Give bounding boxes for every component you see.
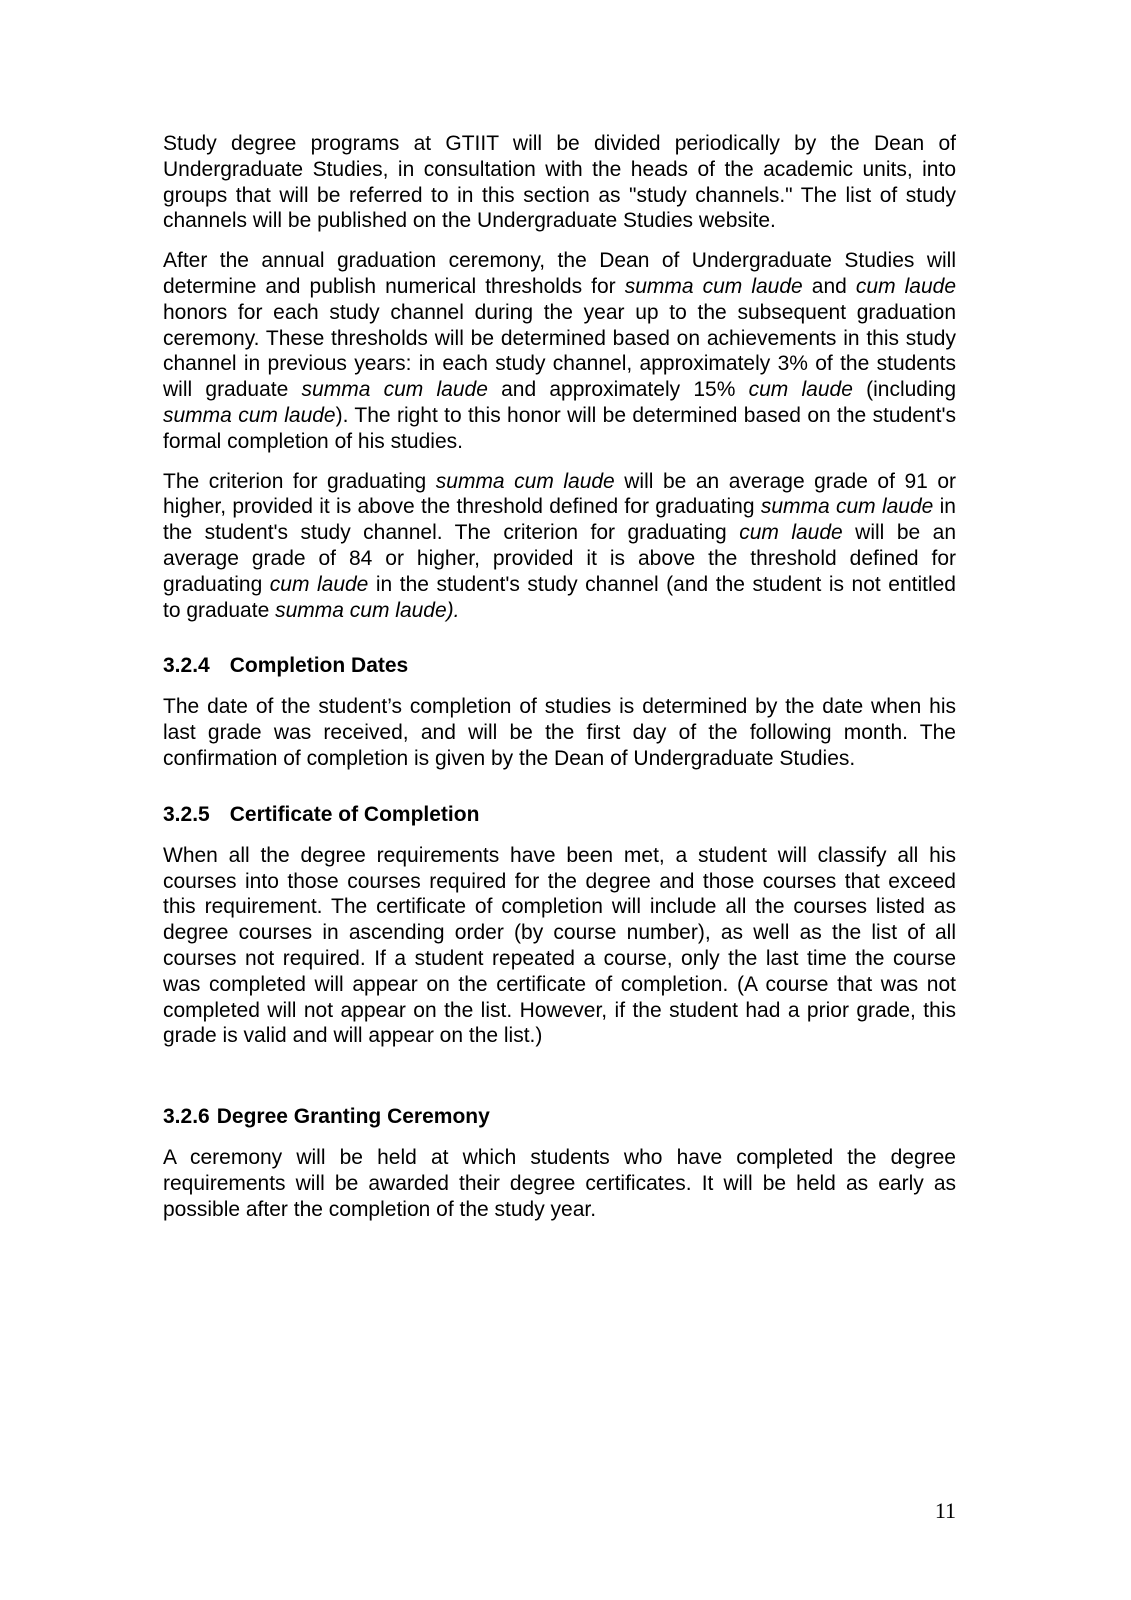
section-heading-certificate <box>163 802 956 828</box>
section-number: 3.2.4 <box>163 654 210 678</box>
italic-text-run: summa cum laude <box>624 274 803 298</box>
paragraph-honors-criteria <box>163 469 956 624</box>
page-content <box>163 131 956 1237</box>
section-title: Degree Granting Ceremony <box>216 1105 490 1129</box>
text-run: ). The right to this honor will be determined based on the student's formal completion of his studies. <box>163 403 956 453</box>
section-number: 3.2.5 <box>163 802 210 826</box>
italic-text-run: cum laude <box>748 378 853 402</box>
text-run: Study degree programs at GTIIT will be divided periodically by the Dean of Undergraduate Studies, in consultation with the heads of the academic units, into groups that will be referred to in this section as "study channels." The list of study channels will be published on the Undergraduate Studies website. <box>163 132 956 233</box>
paragraph-certificate-body <box>163 843 956 1049</box>
italic-text-run: summa cum laude <box>760 495 934 519</box>
text-run: When all the degree requirements have been met, a student will classify all his courses into those courses required for the degree and those courses that exceed this requirement. The certificate of completion will include all the courses listed as degree courses in ascending order (by course number), as well as the list of all courses not required. If a student repeated a course, only the last time the course was completed will appear on the certificate of completion. (A course that was not completed will not appear on the list. However, if the student had a prior grade, this grade is valid and will appear on the list.) <box>163 843 956 1048</box>
paragraph-completion-dates-body <box>163 694 956 771</box>
italic-text-run: summa cum laude <box>163 403 336 427</box>
page-number: 11 <box>934 1498 956 1523</box>
text-run: A ceremony will be held at which students who have completed the degree requirements will be awarded their degree certificates. It will be held as early as possible after the completion of the study year. <box>163 1146 956 1221</box>
section-heading-ceremony <box>163 1104 956 1130</box>
italic-text-run: cum laude <box>855 274 956 298</box>
text-run: in the student's study channel. The criterion for graduating <box>163 495 956 545</box>
text-run: and approximately 15% <box>487 378 749 402</box>
paragraph-ceremony-body <box>163 1145 956 1222</box>
italic-text-run: cum laude <box>739 521 843 545</box>
section-heading-completion-dates <box>163 653 956 679</box>
section-title: Completion Dates <box>229 654 409 678</box>
text-run: The date of the student’s completion of studies is determined by the date when his last grade was received, and will be the first day of the following month. The confirmation of completion is given by the Dean of Undergraduate Studies. <box>163 695 956 770</box>
italic-text-run: cum laude <box>269 572 369 596</box>
text-run: in the student's study channel (and the student is not entitled to graduate <box>163 572 956 622</box>
text-run: (including <box>852 378 957 402</box>
text-run: will be an average grade of 91 or higher, provided it is above the threshold defined for graduating <box>163 469 957 519</box>
text-run: The criterion for graduating <box>163 469 436 493</box>
text-run: After the annual graduation ceremony, the Dean of Undergraduate Studies will determine and publish numerical thresholds for <box>163 249 956 298</box>
text-run: will be an average grade of 84 or higher, provided it is above the threshold defined for graduating <box>163 521 957 596</box>
italic-text-run: summa cum laude <box>301 378 488 402</box>
section-number: 3.2.6 <box>163 1105 210 1129</box>
section-title: Certificate of Completion <box>229 802 480 826</box>
italic-text-run: summa cum laude). <box>275 598 460 622</box>
text-run: and <box>802 274 856 298</box>
italic-text-run: summa cum laude <box>435 469 615 493</box>
paragraph-honors-thresholds <box>163 248 956 454</box>
paragraph-study-channels <box>163 131 956 234</box>
text-run: honors for each study channel during the year up to the subsequent graduation ceremony. These thresholds will be determined based on achievements in this study channel in previous years: in each study channel, approximately 3% of the students will graduate <box>163 300 956 402</box>
